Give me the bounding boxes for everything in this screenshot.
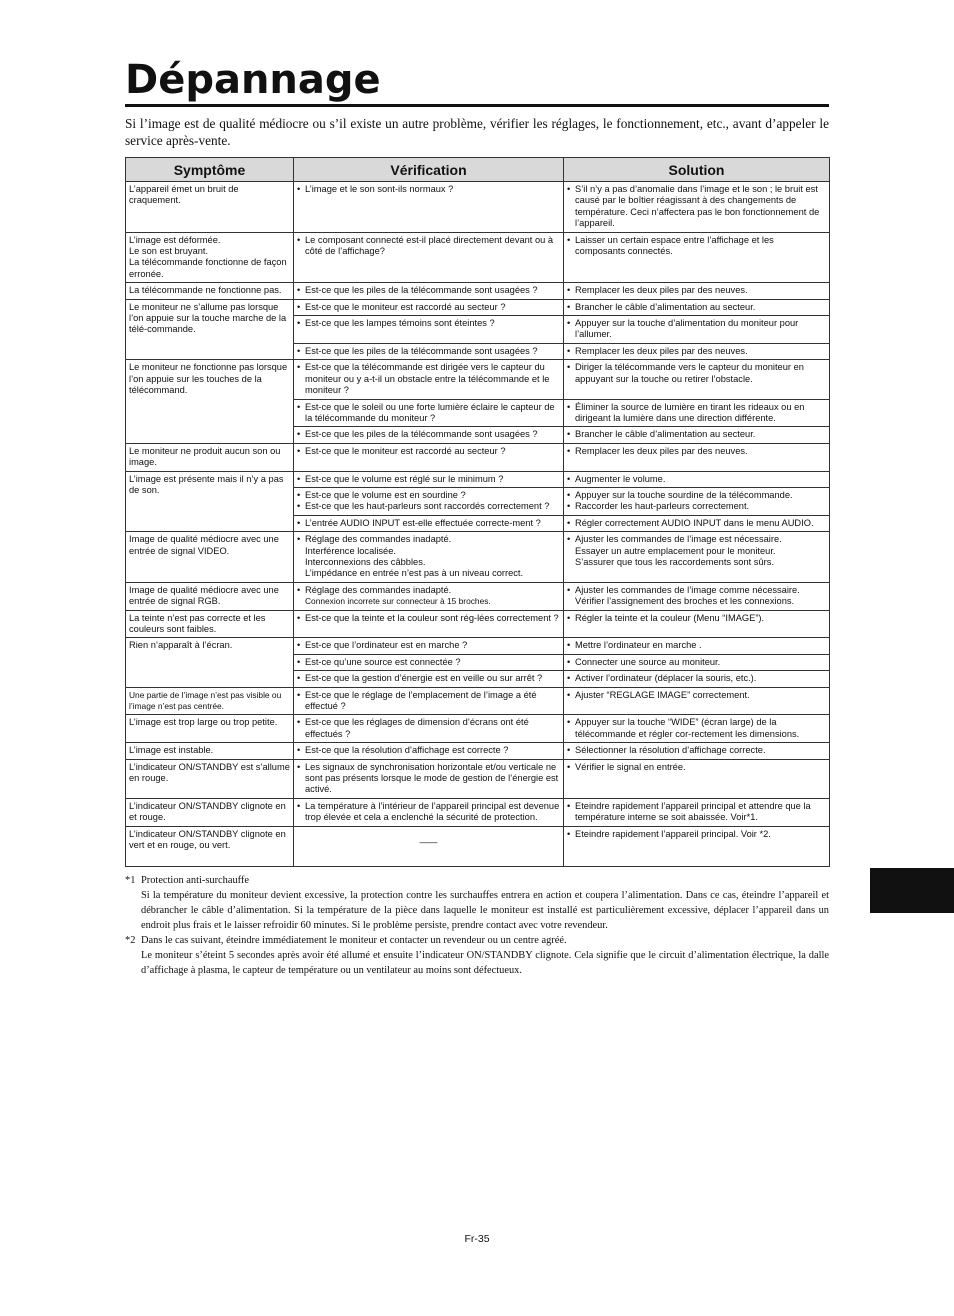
bullet-item: [297, 801, 560, 824]
bullet-text: Remplacer les deux piles par des neuves.: [575, 445, 748, 456]
solution-cell: [564, 671, 830, 687]
bullet-text: Vérifier le signal en entrée.: [575, 761, 686, 772]
bullet-dot: •: [297, 534, 301, 545]
verification-cell: [294, 743, 564, 759]
solution-cell: [564, 715, 830, 743]
bullet-text: S’il n’y a pas d’anomalie dans l’image et le son ; le bruit est causé par le boîtier réagissant à des changements de température. Ceci n’affectera pas le bon fonctionnement de l’appareil.: [575, 184, 820, 229]
solution-cell: [564, 399, 830, 427]
bullet-dot: •: [297, 285, 301, 296]
bullet-text: Remplacer les deux piles par des neuves.: [575, 345, 748, 356]
verification-cell: [294, 715, 564, 743]
bullet-dot: •: [297, 401, 301, 412]
bullet-text: Est-ce que le soleil ou une forte lumière éclaire le capteur de la télécommande du moniteur ?: [305, 401, 555, 423]
bullet-text: Brancher le câble d’alimentation au secteur.: [575, 301, 756, 312]
bullet-dot: •: [567, 584, 571, 595]
bullet-text: Est-ce qu’une source est connectée ?: [305, 656, 461, 667]
footnote-head: [125, 873, 829, 888]
verification-cell: [294, 487, 564, 515]
bullet-item: [297, 490, 560, 501]
table-header-row: [126, 158, 830, 182]
bullet-dot: •: [567, 345, 571, 356]
verification-cell: [294, 299, 564, 315]
bullet-item: [567, 302, 826, 313]
solution-cell: [564, 759, 830, 798]
bullet-dot: •: [297, 362, 301, 373]
bullet-item: [297, 717, 560, 740]
verification-cell: [294, 532, 564, 583]
bullet-text: Est-ce que la teinte et la couleur sont rég-lées correctement ?: [305, 612, 559, 623]
bullet-dot: •: [297, 501, 301, 512]
bullet-text: Appuyer sur la touche sourdine de la télécommande.: [575, 489, 793, 500]
bullet-dot: •: [297, 717, 301, 728]
footnote-marker: *1: [125, 875, 136, 886]
symptom-cell: [126, 299, 294, 360]
section-tab-marker: [870, 868, 954, 913]
solution-cell: [564, 487, 830, 515]
symptom-text: Image de qualité médiocre avec une entrée de signal VIDEO.: [129, 534, 279, 556]
bullet-item: [297, 302, 560, 313]
bullet-item: [297, 745, 560, 756]
bullet-dot: •: [297, 800, 301, 811]
solution-cell: [564, 515, 830, 531]
bullet-text: Est-ce que les haut-parleurs sont raccordés correctement ?: [305, 501, 550, 512]
bullet-text: Est-ce que les piles de la télécommande sont usagées ?: [305, 285, 538, 296]
bullet-dot: •: [567, 828, 571, 839]
bullet-item: [567, 518, 826, 529]
bullet-dot: •: [297, 656, 301, 667]
bullet-item: [567, 613, 826, 624]
bullet-item: [567, 640, 826, 651]
symptom-text: Le moniteur ne s’allume pas lorsque l’on appuie sur la touche marche de la télé-commande.: [129, 301, 287, 335]
symptom-text: L’indicateur ON/STANDBY est s’allume en rouge.: [129, 761, 290, 784]
solution-cell: [564, 316, 830, 344]
table-row: [126, 759, 830, 798]
verification-cell: [294, 443, 564, 471]
solution-cell: [564, 654, 830, 670]
verification-cell: [294, 283, 564, 299]
bullet-item: [567, 490, 826, 501]
bullet-text: Est-ce que la télécommande est dirigée vers le capteur du moniteur ou y a-t-il un obstacle entre la télécommande et le moniteur ?: [305, 362, 550, 396]
bullet-dot: •: [567, 761, 571, 772]
bullet-item: [297, 346, 560, 357]
bullet-dot: •: [567, 717, 571, 728]
bullet-item: [567, 402, 826, 425]
header-symptom: Symptôme: [126, 158, 294, 182]
bullet-text: Ajuster les commandes de l’image comme nécessaire. Vérifier l’assignement des broches et les connexions.: [575, 584, 800, 607]
symptom-cell: [126, 826, 294, 866]
solution-cell: [564, 299, 830, 315]
table-body: [126, 182, 830, 867]
bullet-item: [567, 673, 826, 684]
symptom-text: Le moniteur ne fonctionne pas lorsque l’on appuie sur les touches de la télécommand.: [129, 362, 288, 396]
bullet-text: Les signaux de synchronisation horizontale et/ou verticale ne sont pas présents lorsque le mode de gestion de l’énergie est activé.: [305, 761, 559, 795]
intro-paragraph: Si l’image est de qualité médiocre ou s’il existe un autre problème, vérifier les réglages, le fonctionnement, etc., avant d’appeler le service après-vente.: [125, 116, 829, 148]
symptom-cell: [126, 638, 294, 687]
bullet-text: Ajuster les commandes de l’image est nécessaire. Essayer un autre emplacement pour le moniteur. S’assurer que tous les raccordements sont sûrs.: [575, 534, 782, 567]
bullet-dot: •: [567, 234, 571, 245]
bullet-text: Est-ce que les réglages de dimension d’écrans ont été effectués ?: [305, 717, 529, 739]
table-row: [126, 582, 830, 610]
bullet-text: Eteindre rapidement l’appareil principal. Voir *2.: [575, 828, 771, 839]
empty-dash: ——: [419, 836, 438, 847]
bullet-text: Est-ce que les piles de la télécommande sont usagées ?: [305, 345, 538, 356]
table-row: [126, 443, 830, 471]
verification-cell: [294, 471, 564, 487]
verification-subnote: Connexion incorrete sur connecteur à 15 broches.: [305, 596, 491, 607]
bullet-dot: •: [297, 612, 301, 623]
solution-cell: [564, 638, 830, 654]
solution-cell: [564, 532, 830, 583]
bullet-item: [567, 362, 826, 385]
bullet-item: [567, 184, 826, 230]
verification-cell: [294, 515, 564, 531]
bullet-text: Remplacer les deux piles par des neuves.: [575, 285, 748, 296]
table-row: [126, 798, 830, 826]
symptom-text: L’appareil émet un bruit de craquement.: [129, 184, 239, 206]
symptom-cell: [126, 687, 294, 715]
verification-cell: [294, 671, 564, 687]
bullet-item: [297, 534, 560, 580]
bullet-dot: •: [567, 362, 571, 373]
bullet-item: [297, 318, 560, 329]
verification-cell: [294, 182, 564, 233]
bullet-item: [567, 446, 826, 457]
symptom-cell: [126, 610, 294, 638]
solution-cell: [564, 798, 830, 826]
solution-cell: [564, 743, 830, 759]
table-row: [126, 687, 830, 715]
verification-cell: [294, 582, 564, 610]
bullet-item: [567, 429, 826, 440]
bullet-item: [297, 518, 560, 529]
bullet-text: Brancher le câble d’alimentation au secteur.: [575, 429, 756, 440]
footnote-body: Le moniteur s’éteint 5 secondes après avoir été allumé et ensuite l’indicateur ON/STANDBY clignote. Cela signifie que le circuit d’alimentation électrique, la dalle d’affichage à plasma, le capteur de température ou un ventilateur au moins sont défectueux.: [141, 950, 829, 976]
bullet-dot: •: [567, 673, 571, 684]
bullet-item: [567, 318, 826, 341]
bullet-dot: •: [297, 689, 301, 700]
bullet-item: [297, 690, 560, 713]
bullet-dot: •: [567, 489, 571, 500]
symptom-cell: [126, 532, 294, 583]
bullet-item: [297, 640, 560, 651]
symptom-text: La teinte n’est pas correcte et les couleurs sont faibles.: [129, 612, 266, 634]
symptom-cell: [126, 232, 294, 283]
bullet-dot: •: [567, 501, 571, 512]
bullet-dot: •: [567, 745, 571, 756]
solution-cell: [564, 471, 830, 487]
bullet-dot: •: [297, 584, 301, 595]
solution-cell: [564, 443, 830, 471]
table-row: [126, 232, 830, 283]
table-row: [126, 532, 830, 583]
bullet-text: Est-ce que le moniteur est raccordé au secteur ?: [305, 445, 506, 456]
bullet-text: Le composant connecté est-il placé directement devant ou à côté de l’affichage?: [305, 234, 554, 257]
symptom-cell: [126, 360, 294, 443]
solution-cell: [564, 343, 830, 359]
verification-cell: [294, 232, 564, 283]
solution-cell: [564, 582, 830, 610]
symptom-text: Image de qualité médiocre avec une entrée de signal RGB.: [129, 584, 279, 607]
bullet-item: [297, 474, 560, 485]
bullet-item: [567, 501, 826, 512]
bullet-dot: •: [297, 429, 301, 440]
bullet-dot: •: [297, 517, 301, 528]
bullet-text: Est-ce que l’ordinateur est en marche ?: [305, 640, 468, 651]
bullet-text: La température à l’intérieur de l’appareil principal est devenue trop élevée et cela a enclenché la sécurité de protection.: [305, 800, 560, 823]
bullet-item: [567, 285, 826, 296]
symptom-text: Le moniteur ne produit aucun son ou image.: [129, 445, 281, 468]
verification-cell: [294, 687, 564, 715]
symptom-text: Une partie de l’image n’est pas visible ou l’image n’est pas centrée.: [129, 689, 282, 712]
symptom-text: Rien n’apparaît à l’écran.: [129, 640, 233, 651]
bullet-text: Réglage des commandes inadapté. Interférence localisée. Interconnexions des câbbles. L’impédance en entrée n’est pas à un niveau correct.: [305, 534, 524, 579]
bullet-text: L’entrée AUDIO INPUT est-elle effectuée correcte-ment ?: [305, 517, 541, 528]
verification-cell: [294, 316, 564, 344]
table-row: [126, 638, 830, 654]
bullet-text: Connecter une source au moniteur.: [575, 656, 721, 667]
bullet-text: Est-ce que le volume est en sourdine ?: [305, 489, 466, 500]
bullet-dot: •: [297, 761, 301, 772]
bullet-text: Régler la teinte et la couleur (Menu “IMAGE”).: [575, 612, 765, 623]
table-row: [126, 283, 830, 299]
bullet-dot: •: [567, 656, 571, 667]
bullet-text: Est-ce que la gestion d’énergie est en veille ou sur arrêt ?: [305, 673, 543, 684]
solution-cell: [564, 360, 830, 399]
bullet-item: [567, 717, 826, 740]
bullet-item: [567, 585, 826, 608]
solution-cell: [564, 687, 830, 715]
bullet-text: Ajuster “REGLAGE IMAGE” correctement.: [575, 689, 750, 700]
bullet-text: L’image et le son sont-ils normaux ?: [305, 184, 454, 194]
bullet-dot: •: [297, 473, 301, 484]
footnote-title: Protection anti-surchauffe: [141, 875, 250, 886]
symptom-text: La télécommande ne fonctionne pas.: [129, 285, 282, 296]
bullet-item: [567, 829, 826, 840]
verification-cell: [294, 759, 564, 798]
verification-cell: [294, 638, 564, 654]
bullet-item: [567, 474, 826, 485]
table-row: [126, 360, 830, 399]
verification-cell: [294, 360, 564, 399]
solution-cell: [564, 610, 830, 638]
footnote-head: [125, 933, 829, 948]
verification-cell: [294, 654, 564, 670]
symptom-text: L’indicateur ON/STANDBY clignote en vert et en rouge, ou vert.: [129, 828, 286, 851]
bullet-text: Activer l’ordinateur (déplacer la souris, etc.).: [575, 673, 757, 684]
bullet-item: [567, 657, 826, 668]
verification-cell: [294, 826, 564, 866]
bullet-item: [297, 446, 560, 457]
bullet-dot: •: [567, 184, 571, 194]
solution-cell: [564, 826, 830, 866]
title-rule: [125, 104, 829, 107]
bullet-dot: •: [567, 517, 571, 528]
footnotes: [125, 873, 829, 978]
bullet-text: Raccorder les haut-parleurs correctement.: [575, 501, 750, 512]
symptom-text: L’indicateur ON/STANDBY clignote en et rouge.: [129, 800, 286, 823]
bullet-text: Mettre l’ordinateur en marche .: [575, 640, 702, 651]
bullet-dot: •: [297, 234, 301, 245]
page-title: Dépannage: [125, 57, 381, 103]
bullet-dot: •: [297, 489, 301, 500]
symptom-text: L’image est trop large ou trop petite.: [129, 717, 278, 728]
table-row: [126, 743, 830, 759]
bullet-dot: •: [567, 534, 571, 545]
bullet-dot: •: [567, 401, 571, 412]
bullet-dot: •: [297, 673, 301, 684]
solution-cell: [564, 232, 830, 283]
bullet-text: Appuyer sur la touche “WIDE” (écran large) de la télécommande et régler cor-rectement les dimensions.: [575, 717, 800, 739]
symptom-cell: [126, 759, 294, 798]
bullet-text: Est-ce que les piles de la télécommande sont usagées ?: [305, 429, 538, 440]
verification-cell: [294, 610, 564, 638]
table-row: [126, 471, 830, 487]
footnote-marker: *2: [125, 935, 136, 946]
bullet-text: Appuyer sur la touche d’alimentation du moniteur pour l’allumer.: [575, 318, 799, 340]
bullet-item: [567, 690, 826, 701]
bullet-dot: •: [297, 640, 301, 651]
bullet-text: Réglage des commandes inadapté.: [305, 584, 452, 595]
symptom-cell: [126, 443, 294, 471]
bullet-item: [297, 673, 560, 684]
solution-cell: [564, 283, 830, 299]
bullet-text: Éliminer la source de lumière en tirant les rideaux ou en dirigeant la lumière dans une direction différente.: [575, 401, 805, 423]
troubleshooting-table-wrapper: [125, 157, 829, 867]
bullet-dot: •: [297, 184, 301, 194]
bullet-item: [297, 285, 560, 296]
bullet-text: Est-ce que la résolution d’affichage est correcte ?: [305, 745, 509, 756]
bullet-dot: •: [567, 285, 571, 296]
header-solution: Solution: [564, 158, 830, 182]
bullet-text: Augmenter le volume.: [575, 473, 666, 484]
table-row: [126, 715, 830, 743]
table-row: [126, 610, 830, 638]
bullet-text: Diriger la télécommande vers le capteur du moniteur en appuyant sur la touche ou retirer l’obstacle.: [575, 362, 804, 384]
bullet-text: Laisser un certain espace entre l’affichage et les composants connectés.: [575, 234, 774, 257]
bullet-dot: •: [567, 318, 571, 329]
table-row: [126, 299, 830, 315]
bullet-item: [567, 801, 826, 824]
bullet-dot: •: [297, 345, 301, 356]
bullet-dot: •: [567, 640, 571, 651]
verification-cell: [294, 343, 564, 359]
bullet-item: [297, 235, 560, 258]
bullet-text: Est-ce que le volume est réglé sur le minimum ?: [305, 473, 504, 484]
bullet-dot: •: [297, 318, 301, 329]
table-row: [126, 182, 830, 233]
bullet-item: [297, 402, 560, 425]
footnote-body: Si la température du moniteur devient excessive, la protection contre les surchauffes entrera en action et coupera l’alimentation. Dans ce cas, éteindre l’appareil et débrancher le câble d’alimentation. Si la température de la pièce dans laquelle le moniteur est installé est particulièrement excessive, déplacer l’appareil dans un endroit plus frais et le laisser refroidir 60 minutes. Si le problème persiste, prendre contact avec votre revendeur.: [141, 890, 829, 931]
bullet-text: Est-ce que les lampes témoins sont éteintes ?: [305, 318, 495, 329]
bullet-item: [297, 362, 560, 396]
bullet-item: [567, 346, 826, 357]
bullet-dot: •: [567, 429, 571, 440]
symptom-cell: [126, 715, 294, 743]
bullet-item: [567, 745, 826, 756]
troubleshooting-table: [125, 157, 830, 867]
bullet-item: [297, 613, 560, 624]
symptom-text: L’image est présente mais il n’y a pas de son.: [129, 473, 284, 495]
solution-cell: [564, 182, 830, 233]
bullet-item: [567, 762, 826, 773]
solution-cell: [564, 427, 830, 443]
symptom-cell: [126, 283, 294, 299]
symptom-cell: [126, 582, 294, 610]
symptom-cell: [126, 743, 294, 759]
page-number: Fr-35: [464, 1233, 490, 1245]
bullet-dot: •: [297, 301, 301, 312]
bullet-item: [297, 657, 560, 668]
bullet-dot: •: [297, 445, 301, 456]
bullet-item: [567, 235, 826, 258]
bullet-text: Régler correctement AUDIO INPUT dans le menu AUDIO.: [575, 517, 814, 528]
bullet-item: [297, 585, 560, 596]
footnote-title: Dans le cas suivant, éteindre immédiatement le moniteur et contacter un revendeur ou un centre agréé.: [141, 935, 567, 946]
symptom-cell: [126, 471, 294, 532]
bullet-text: Sélectionner la résolution d’affichage correcte.: [575, 745, 766, 756]
bullet-dot: •: [567, 612, 571, 623]
symptom-text: L’image est instable.: [129, 745, 214, 756]
header-verification: Vérification: [294, 158, 564, 182]
bullet-item: [567, 534, 826, 568]
symptom-cell: [126, 182, 294, 233]
bullet-dot: •: [567, 445, 571, 456]
bullet-dot: •: [567, 800, 571, 811]
bullet-dot: •: [567, 689, 571, 700]
bullet-dot: •: [567, 473, 571, 484]
bullet-text: Est-ce que le réglage de l’emplacement de l’image a été effectué ?: [305, 689, 537, 712]
symptom-cell: [126, 798, 294, 826]
bullet-dot: •: [567, 301, 571, 312]
bullet-dot: •: [297, 745, 301, 756]
bullet-item: [297, 762, 560, 796]
verification-cell: [294, 427, 564, 443]
verification-cell: [294, 399, 564, 427]
bullet-item: [297, 184, 560, 195]
table-row: [126, 826, 830, 866]
bullet-text: Eteindre rapidement l’appareil principal et attendre que la température interne se soit abaissée. Voir*1.: [575, 800, 811, 823]
symptom-text: L’image est déformée. Le son est bruyant. La télécommande fonctionne de façon erronée.: [129, 234, 287, 279]
bullet-item: [297, 501, 560, 512]
bullet-text: Est-ce que le moniteur est raccordé au secteur ?: [305, 301, 506, 312]
verification-cell: [294, 798, 564, 826]
bullet-item: [297, 429, 560, 440]
